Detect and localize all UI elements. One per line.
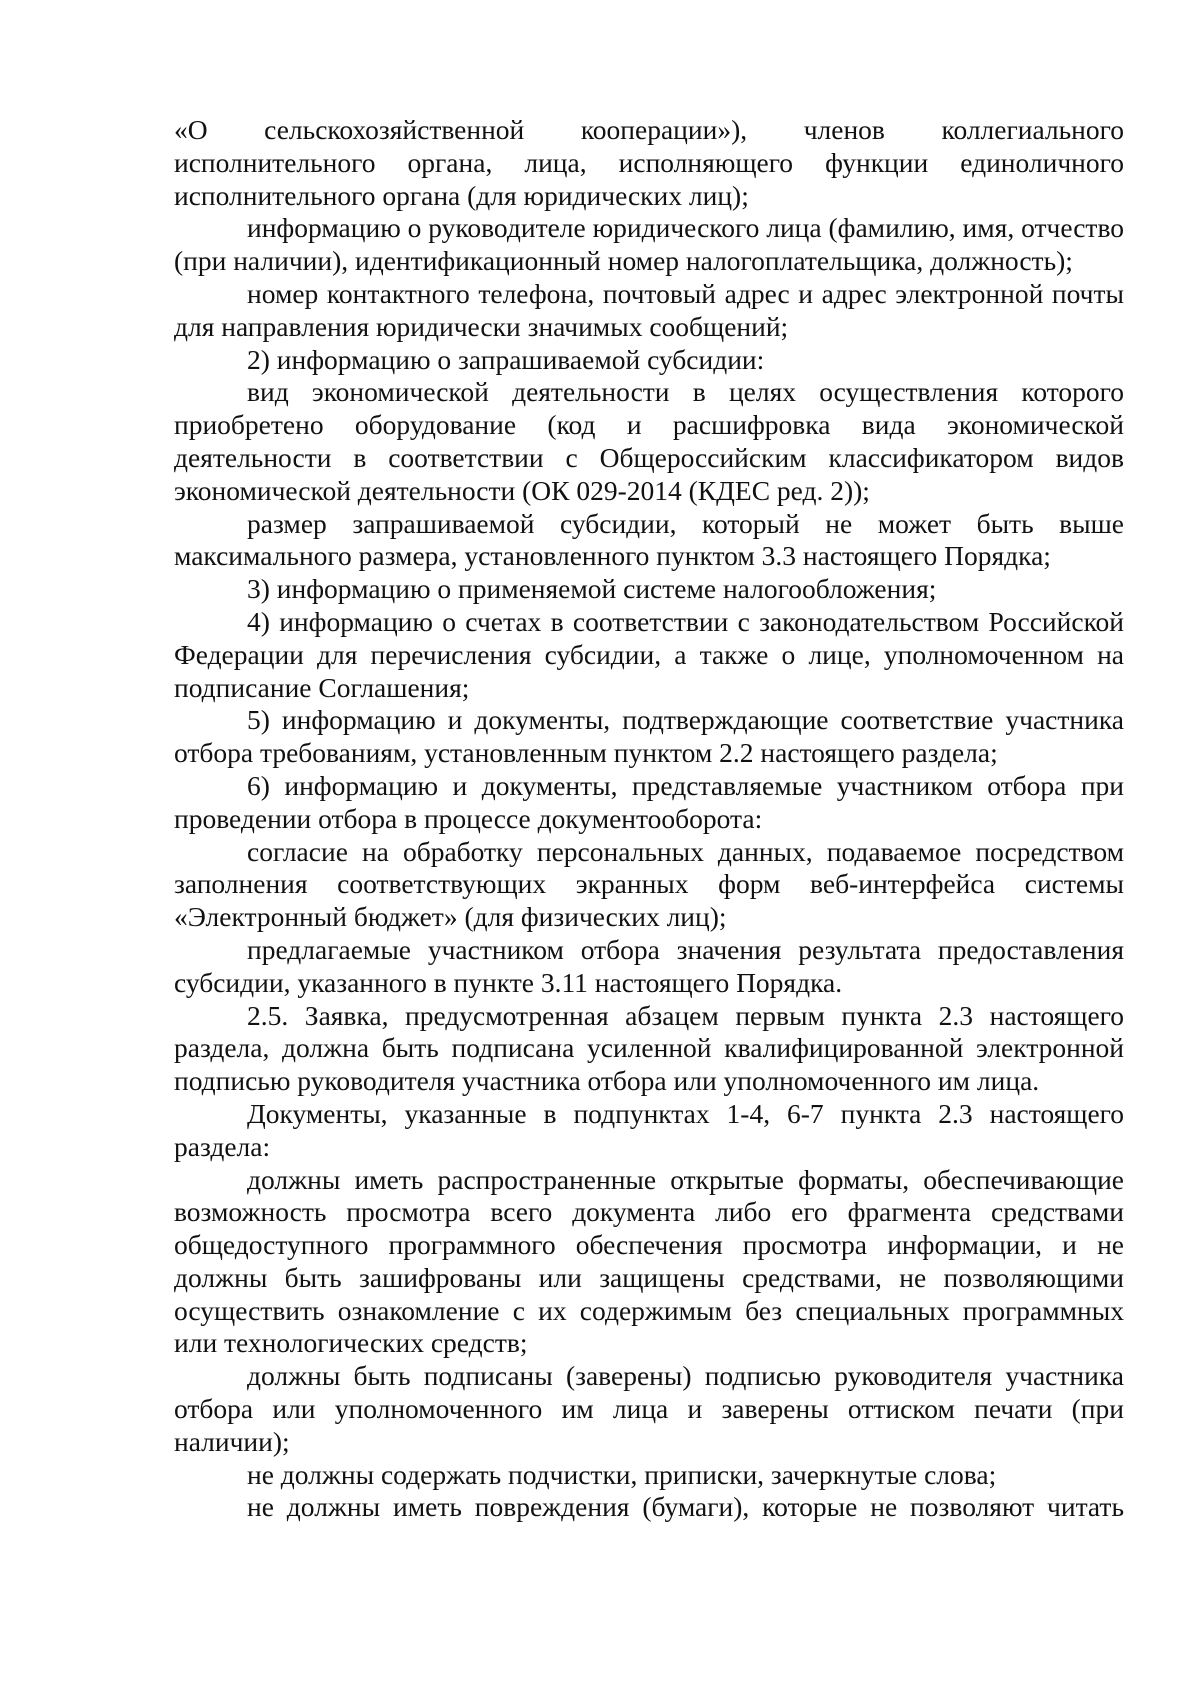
paragraph-1: «О сельскохозяйственной кооперации»), членов коллегиального исполнительного органа, лица, исполняющего функции единоличного исполнительного органа (для юридических лиц); bbox=[174, 114, 1124, 211]
paragraph-10: 6) информацию и документы, представляемые участником отбора при проведении отбора в процессе документооборота: bbox=[174, 769, 1124, 834]
paragraph-14: Документы, указанные в подпунктах 1-4, 6-7 пункта 2.3 настоящего раздела: bbox=[174, 1097, 1124, 1162]
paragraph-17: не должны содержать подчистки, приписки, зачеркнутые слова; bbox=[247, 1458, 997, 1490]
paragraph-11: согласие на обработку персональных данных, подаваемое посредством заполнения соответствующих экранных форм веб-интерфейса системы «Электронный бюджет» (для физических лиц); bbox=[174, 835, 1124, 933]
paragraph-15: должны иметь распространенные открытые форматы, обеспечивающие возможность просмотра всего документа либо его фрагмента средствами общедоступного программного обеспечения просмотра информации, и не должны быть зашифрованы или защищены средствами, не позволяющими осуществить ознакомление с их содержимым без специальных программных или технологических средств; bbox=[174, 1163, 1124, 1359]
paragraph-6: размер запрашиваемой субсидии, который не может быть выше максимального размера, установленного пунктом 3.3 настоящего Порядка; bbox=[174, 507, 1124, 572]
paragraph-9: 5) информацию и документы, подтверждающие соответствие участника отбора требованиям, установленным пунктом 2.2 настоящего раздела; bbox=[174, 704, 1124, 769]
paragraph-18: не должны иметь повреждения (бумаги), которые не позволяют читать bbox=[247, 1491, 1124, 1523]
paragraph-12: предлагаемые участником отбора значения результата предоставления субсидии, указанного в пункте 3.11 настоящего Порядка. bbox=[174, 933, 1124, 998]
paragraph-7: 3) информацию о применяемой системе налогообложения; bbox=[247, 573, 937, 605]
paragraph-5: вид экономической деятельности в целях осуществления которого приобретено оборудование (код и расшифровка вида экономической деятельности в соответствии с Общероссийским классификатором видов экономической деятельности (ОК 029-2014 (КДЕС ред. 2)); bbox=[174, 376, 1124, 506]
paragraph-16: должны быть подписаны (заверены) подписью руководителя участника отбора или уполномоченного им лица и заверены оттиском печати (при наличии); bbox=[174, 1360, 1124, 1457]
paragraph-3: номер контактного телефона, почтовый адрес и адрес электронной почты для направления юридически значимых сообщений; bbox=[174, 277, 1124, 342]
paragraph-4: 2) информацию о запрашиваемой субсидии: bbox=[247, 343, 765, 375]
paragraph-13: 2.5. Заявка, предусмотренная абзацем первым пункта 2.3 настоящего раздела, должна быть подписана усиленной квалифицированной электронной подписью руководителя участника отбора или уполномоченного им лица. bbox=[174, 999, 1124, 1097]
document-body bbox=[174, 114, 1124, 1524]
paragraph-2: информацию о руководителе юридического лица (фамилию, имя, отчество (при наличии), идентификационный номер налогоплательщика, должность); bbox=[174, 212, 1124, 277]
paragraph-8: 4) информацию о счетах в соответствии с законодательством Российской Федерации для перечисления субсидии, а также о лице, уполномоченном на подписание Соглашения; bbox=[174, 605, 1124, 703]
